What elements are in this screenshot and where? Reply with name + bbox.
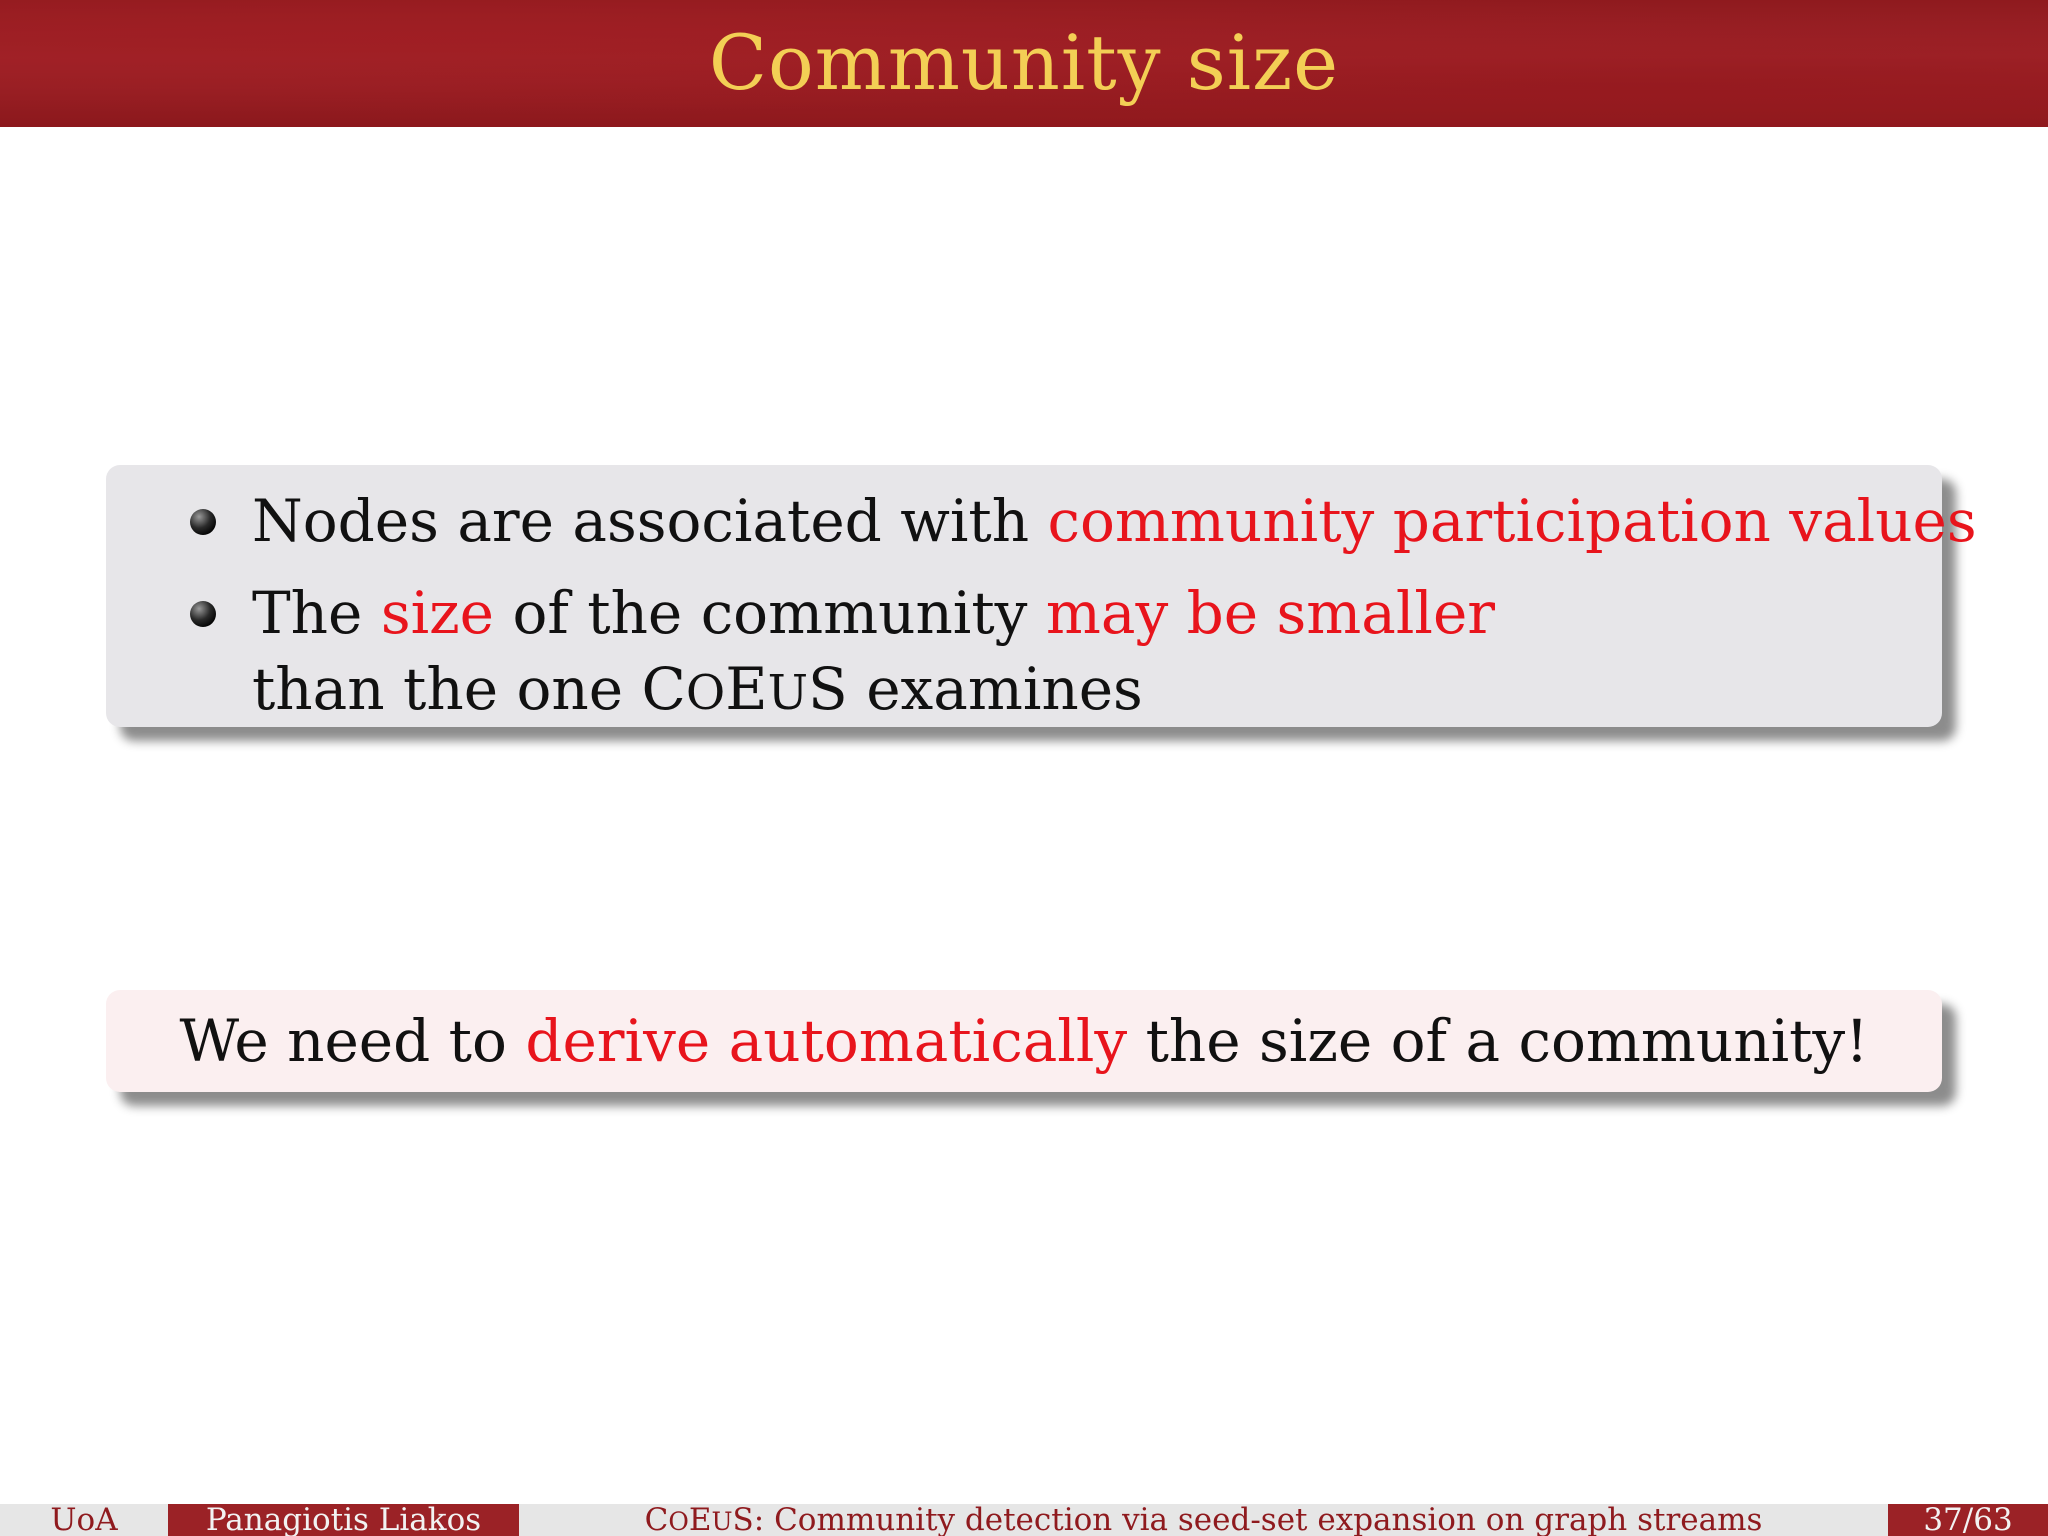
highlight-text: size [380,579,495,647]
footer-title: COEUS: Community detection via seed-set expansion on graph streams [519,1504,1888,1536]
footer-page-number: 37/63 [1888,1504,2048,1536]
footer [0,1504,2048,1536]
bullet-icon [190,601,216,627]
highlight-text: community participation values [1047,487,1977,555]
footer-institute: UoA [0,1504,168,1536]
alert-block [106,990,1942,1092]
bullet-block [106,465,1977,727]
bullet-icon [190,509,216,535]
slide-title: Community size [708,18,1340,107]
bullet-text-2: The size of the community may be smaller [252,579,1496,647]
title-bar [0,0,2048,127]
highlight-text: derive automatically [525,1007,1128,1075]
highlight-text: may be smaller [1045,579,1496,647]
bullet-text-1: Nodes are associated with community participation values [252,487,1977,555]
bullet-text-2-line2: than the one COEUS examines [252,655,1143,723]
alert-text: We need to derive automatically the size of a community! [179,1007,1869,1075]
footer-author: Panagiotis Liakos [168,1504,519,1536]
